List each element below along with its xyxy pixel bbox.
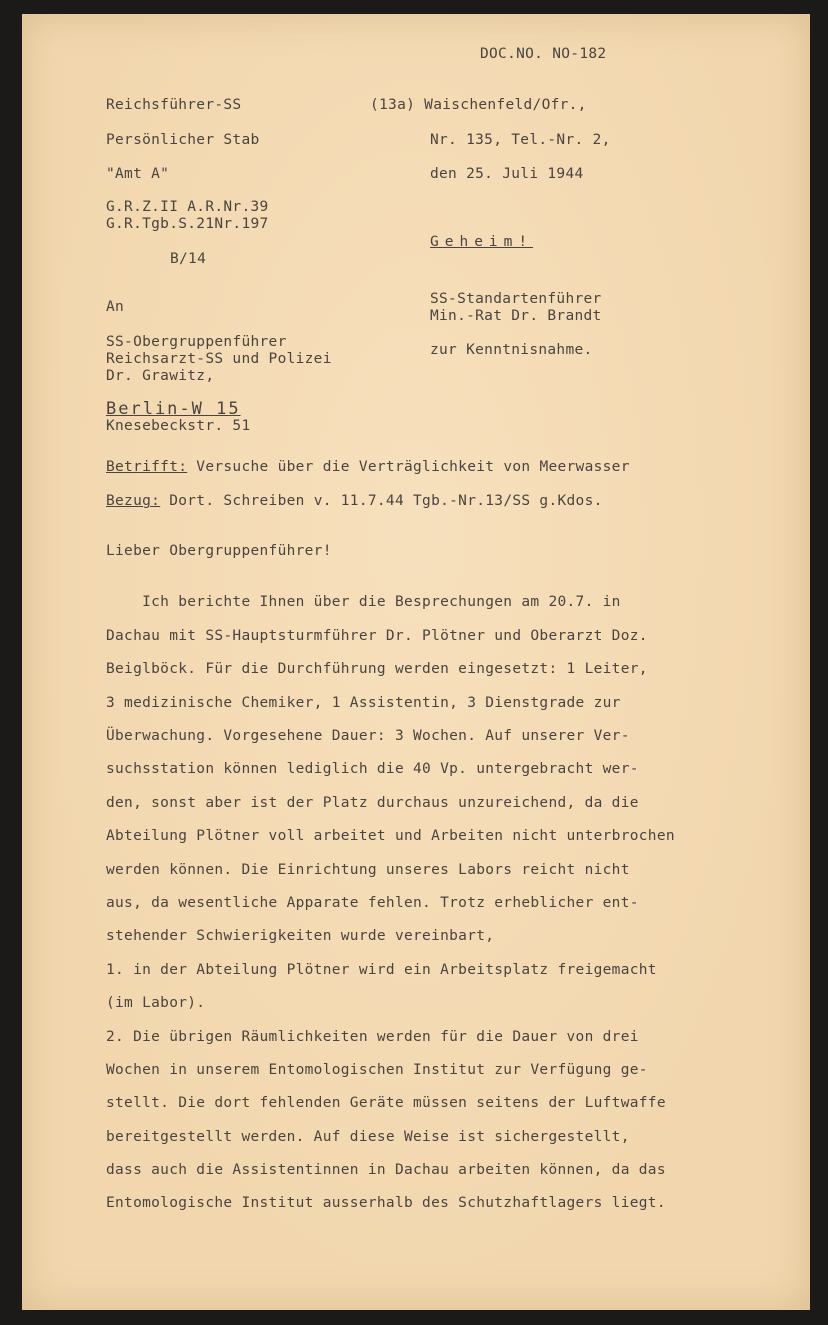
subject-label: Betrifft: — [106, 459, 188, 475]
body-line-11: stehender Schwierigkeiten wurde vereinbart, — [106, 928, 495, 944]
subject-line — [106, 458, 630, 476]
body-line-10: aus, da wesentliche Apparate fehlen. Trotz erheblicher ent- — [106, 895, 639, 911]
recipient-an: An — [106, 299, 125, 315]
sender-reference-3: B/14 — [170, 251, 207, 267]
reference-label: Bezug: — [106, 493, 161, 509]
date-line: den 25. Juli 1944 — [430, 166, 584, 182]
subject-text: Versuche über die Verträglichkeit von Meerwasser — [187, 459, 630, 475]
body-line-3: Beiglböck. Für die Durchführung werden eingesetzt: 1 Leiter, — [106, 661, 648, 677]
sender-staff: Persönlicher Stab — [106, 132, 260, 148]
sender-org: Reichsführer-SS — [106, 97, 242, 113]
copy-to-line-1: SS-Standartenführer — [430, 291, 602, 307]
recipient-line-3: Dr. Grawitz, — [106, 368, 215, 384]
body-line-5: Überwachung. Vorgesehene Dauer: 3 Wochen. Auf unserer Ver- — [106, 728, 630, 744]
document-number: DOC.NO. NO-182 — [480, 46, 607, 62]
body-line-16: stellt. Die dort fehlenden Geräte müssen seitens der Luftwaffe — [106, 1095, 666, 1111]
salutation: Lieber Obergruppenführer! — [106, 543, 332, 559]
sender-office: "Amt A" — [106, 166, 170, 182]
body-line-12: 1. in der Abteilung Plötner wird ein Arbeitsplatz freigemacht — [106, 962, 657, 978]
classification-mark: Geheim! — [430, 234, 534, 250]
recipient-street: Knesebeckstr. 51 — [106, 418, 251, 434]
body-line-14: 2. Die übrigen Räumlichkeiten werden für die Dauer von drei — [106, 1029, 639, 1045]
place-line-1: (13a) Waischenfeld/Ofr., — [370, 97, 587, 113]
recipient-line-2: Reichsarzt-SS und Polizei — [106, 351, 332, 367]
body-line-7: den, sonst aber ist der Platz durchaus unzureichend, da die — [106, 795, 639, 811]
reference-line — [106, 492, 603, 510]
sender-reference-1: G.R.Z.II A.R.Nr.39 — [106, 199, 269, 215]
body-line-9: werden können. Die Einrichtung unseres Labors reicht nicht — [106, 862, 630, 878]
copy-to-line-3: zur Kenntnisnahme. — [430, 342, 593, 358]
place-line-2: Nr. 135, Tel.-Nr. 2, — [430, 132, 611, 148]
body-line-2: Dachau mit SS-Hauptsturmführer Dr. Plötner und Oberarzt Doz. — [106, 628, 648, 644]
body-line-17: bereitgestellt werden. Auf diese Weise ist sichergestellt, — [106, 1129, 630, 1145]
body-line-15: Wochen in unserem Entomologischen Institut zur Verfügung ge- — [106, 1062, 648, 1078]
body-line-13: (im Labor). — [106, 995, 206, 1011]
body-line-19: Entomologische Institut ausserhalb des Schutzhaftlagers liegt. — [106, 1195, 666, 1211]
body-line-18: dass auch die Assistentinnen in Dachau arbeiten können, da das — [106, 1162, 666, 1178]
body-line-4: 3 medizinische Chemiker, 1 Assistentin, 3 Dienstgrade zur — [106, 695, 621, 711]
body-line-6: suchsstation können lediglich die 40 Vp. untergebracht wer- — [106, 761, 639, 777]
recipient-city: Berlin-W 15 — [106, 399, 241, 419]
body-line-8: Abteilung Plötner voll arbeitet und Arbeiten nicht unterbrochen — [106, 828, 675, 844]
body-line-1: Ich berichte Ihnen über die Besprechungen am 20.7. in — [106, 594, 621, 610]
recipient-line-1: SS-Obergruppenführer — [106, 334, 287, 350]
sender-reference-2: G.R.Tgb.S.21Nr.197 — [106, 216, 269, 232]
copy-to-line-2: Min.-Rat Dr. Brandt — [430, 308, 602, 324]
reference-text: Dort. Schreiben v. 11.7.44 Tgb.-Nr.13/SS g.Kdos. — [160, 493, 603, 509]
